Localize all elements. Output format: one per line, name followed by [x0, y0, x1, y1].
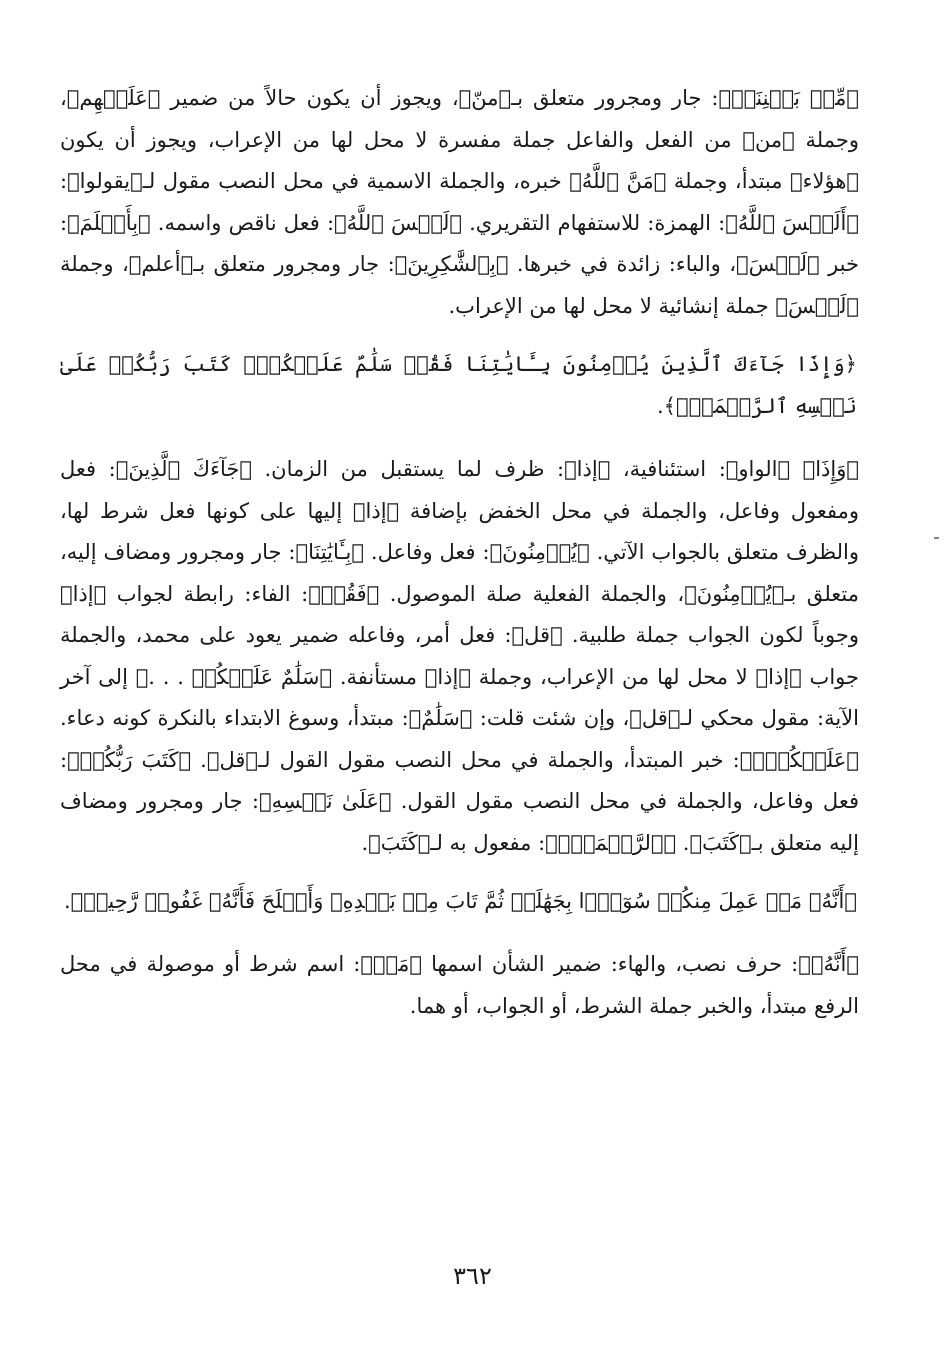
quran-verse-1: ﴿وَإِذَا جَآءَكَ ٱلَّذِينَ يُؤۡمِنُونَ بِـَٔايَٰتِنَا فَقُلۡ سَلَٰمٌ عَلَيۡكُمۡۖ كَتَبَ رَبُّكُمۡ عَلَىٰ نَفۡسِهِ ٱلرَّحۡمَةَۖ﴾.	[60, 352, 857, 418]
page-number: ٣٦٢	[453, 1262, 492, 1290]
quran-verse-2: ﴿أَنَّهُۥ مَنۡ عَمِلَ مِنكُمۡ سُوٓءَۢا بِجَهَٰلَةٖ ثُمَّ تَابَ مِنۢ بَعۡدِهِۦ وَأَصۡلَحَ فَأَنَّهُۥ غَفُورٞ رَّحِيمٞ﴾.	[63, 889, 857, 913]
grammar-paragraph-3: ﴿أَنَّهُۥ﴾: حرف نصب، والهاء: ضمير الشأن اسمها ﴿مَنۡ﴾: اسم شرط أو موصولة في محل الرفع مبتدأ، والخبر جملة الشرط، أو الجواب، أو هما.	[60, 952, 859, 1018]
margin-mark	[934, 537, 939, 539]
page-content	[60, 78, 859, 1043]
grammar-paragraph-1: ﴿مِّنۢ بَيۡنِنَآۗ﴾: جار ومجرور متعلق بـ﴿منّ﴾، ويجوز أن يكون حالاً من ضمير ﴿عَلَيۡهِم﴾، وجملة ﴿من﴾ من الفعل والفاعل جملة مفسرة لا محل لها من الإعراب، ويجوز أن يكون ﴿هؤلاء﴾ مبتدأ، وجملة ﴿مَنَّ ٱللَّهُ﴾ خبره، والجملة الاسمية في محل النصب مقول لـ﴿يقولوا﴾: ﴿أَلَيۡسَ ٱللَّهُ﴾: الهمزة: للاستفهام التقريري. ﴿لَيۡسَ ٱللَّهُ﴾: فعل ناقص واسمه. ﴿بِأَعۡلَمَ﴾: خبر ﴿لَيۡسَ﴾، والباء: زائدة في خبرها. ﴿بِٱلشَّٰكِرِينَ﴾: جار ومجرور متعلق بـ﴿أعلم﴾، وجملة ﴿لَيۡسَ﴾ جملة إنشائية لا محل لها من الإعراب.	[60, 86, 859, 318]
grammar-paragraph-2: ﴿وَإِذَا﴾ ﴿الواو﴾: استئنافية، ﴿إذا﴾: ظرف لما يستقبل من الزمان. ﴿جَآءَكَ ٱلَّذِينَ﴾: فعل ومفعول وفاعل، والجملة في محل الخفض بإضافة ﴿إذا﴾ إليها على كونها فعل شرط لها، والظرف متعلق بالجواب الآتي. ﴿يُؤۡمِنُونَ﴾: فعل وفاعل. ﴿بِـَٔايَٰتِنَا﴾: جار ومجرور ومضاف إليه، متعلق بـ﴿يُؤۡمِنُونَ﴾، والجملة الفعلية صلة الموصول. ﴿فَقُلۡ﴾: الفاء: رابطة لجواب ﴿إذا﴾ وجوباً لكون الجواب جملة طلبية. ﴿قل﴾: فعل أمر، وفاعله ضمير يعود على محمد، والجملة جواب ﴿إذا﴾ لا محل لها من الإعراب، وجملة ﴿إذا﴾ مستأنفة. ﴿سَلَٰمٌ عَلَيۡكُمۡ . . .﴾ إلى آخر الآية: مقول محكي لـ﴿قل﴾، وإن شئت قلت: ﴿سَلَٰمٌ﴾: مبتدأ، وسوغ الابتداء بالنكرة كونه دعاء. ﴿عَلَيۡكُمۡۖ﴾: خبر المبتدأ، والجملة في محل النصب مقول القول لـ﴿قل﴾. ﴿كَتَبَ رَبُّكُمۡ﴾: فعل وفاعل، والجملة في محل النصب مقول القول. ﴿عَلَىٰ نَفۡسِهِ﴾: جار ومجرور ومضاف إليه متعلق بـ﴿كَتَبَ﴾. ﴿ٱلرَّحۡمَةَۖ﴾: مفعول به لـ﴿كَتَبَ﴾.	[60, 457, 859, 855]
